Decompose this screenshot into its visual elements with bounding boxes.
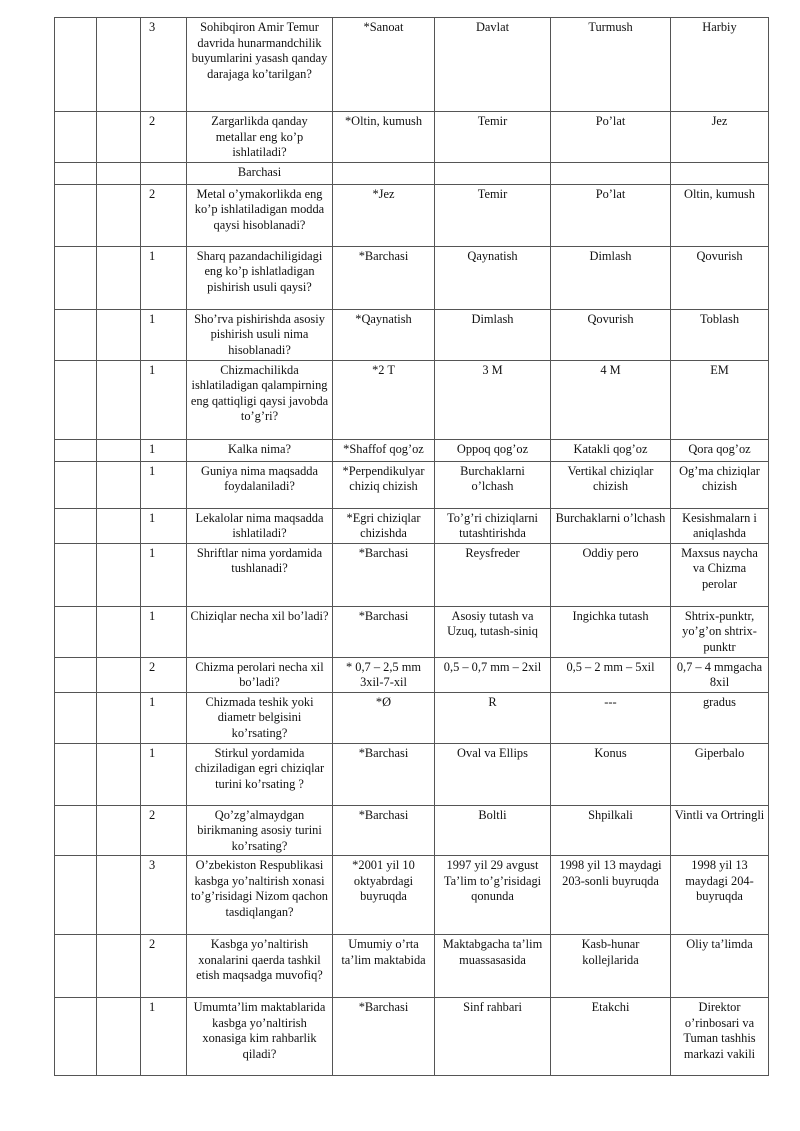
- table-row: [55, 439, 769, 461]
- blank-cell: [97, 606, 141, 657]
- question-cell: Chizmachilikda ishlatiladigan qalampirning eng qattiqligi qaysi javobda to’g’ri?: [187, 360, 333, 439]
- option-1-cell: To’g’ri chiziqlarni tutashtirishda: [435, 508, 551, 543]
- blank-cell: [97, 935, 141, 998]
- question-cell: Sohibqiron Amir Temur davrida hunarmandchilik buyumlarini yasash qanday darajaga ko’tarilgan?: [187, 18, 333, 112]
- table-row: [55, 360, 769, 439]
- option-3-cell: Shtrix-punktr, yo’g’on shtrix-punktr: [671, 606, 769, 657]
- table-row: [55, 18, 769, 112]
- difficulty-cell: 1: [141, 508, 187, 543]
- blank-cell: [55, 439, 97, 461]
- table-row: [55, 246, 769, 309]
- option-1-cell: Temir: [435, 112, 551, 163]
- option-2-cell: Qovurish: [551, 309, 671, 360]
- option-3-cell: Oltin, kumush: [671, 184, 769, 246]
- option-2-cell: Po’lat: [551, 112, 671, 163]
- option-3-cell: Vintli va Ortringli: [671, 805, 769, 856]
- questions-table: [54, 17, 769, 1076]
- difficulty-cell: 2: [141, 935, 187, 998]
- blank-cell: [55, 184, 97, 246]
- option-2-cell: Po’lat: [551, 184, 671, 246]
- option-2-cell: [551, 162, 671, 184]
- option-2-cell: Turmush: [551, 18, 671, 112]
- correct-answer-cell: *Ø: [333, 692, 435, 743]
- question-cell: Chizmada teshik yoki diametr belgisini ko’rsating?: [187, 692, 333, 743]
- correct-answer-cell: *Barchasi: [333, 805, 435, 856]
- correct-answer-cell: *Barchasi: [333, 246, 435, 309]
- blank-cell: [97, 360, 141, 439]
- option-1-cell: Oppoq qog’oz: [435, 439, 551, 461]
- option-1-cell: Burchaklarni o’lchash: [435, 461, 551, 508]
- blank-cell: [97, 246, 141, 309]
- option-3-cell: Qora qog’oz: [671, 439, 769, 461]
- blank-cell: [97, 508, 141, 543]
- option-2-cell: Ingichka tutash: [551, 606, 671, 657]
- blank-cell: [55, 805, 97, 856]
- option-2-cell: Shpilkali: [551, 805, 671, 856]
- option-3-cell: Jez: [671, 112, 769, 163]
- table-row: [55, 743, 769, 805]
- option-1-cell: R: [435, 692, 551, 743]
- difficulty-cell: 1: [141, 692, 187, 743]
- option-1-cell: 0,5 – 0,7 mm – 2xil: [435, 657, 551, 692]
- difficulty-cell: 1: [141, 606, 187, 657]
- option-2-cell: 0,5 – 2 mm – 5xil: [551, 657, 671, 692]
- correct-answer-cell: [333, 162, 435, 184]
- question-cell: Metal o’ymakorlikda eng ko’p ishlatiladigan modda qaysi hisoblanadi?: [187, 184, 333, 246]
- table-row: [55, 998, 769, 1076]
- difficulty-cell: 1: [141, 360, 187, 439]
- option-1-cell: [435, 162, 551, 184]
- question-cell: Umumta’lim maktablarida kasbga yo’naltirish xonasiga kim rahbarlik qiladi?: [187, 998, 333, 1076]
- option-3-cell: 0,7 – 4 mmgacha 8xil: [671, 657, 769, 692]
- option-1-cell: 1997 yil 29 avgust Ta’lim to’g’risidagi qonunda: [435, 856, 551, 935]
- option-1-cell: Asosiy tutash va Uzuq, tutash-siniq: [435, 606, 551, 657]
- option-2-cell: Katakli qog’oz: [551, 439, 671, 461]
- question-cell: Sharq pazandachiligidagi eng ko’p ishlatladigan pishirish usuli qaysi?: [187, 246, 333, 309]
- blank-cell: [55, 246, 97, 309]
- table-row: [55, 543, 769, 606]
- difficulty-cell: 3: [141, 856, 187, 935]
- option-1-cell: Reysfreder: [435, 543, 551, 606]
- difficulty-cell: 1: [141, 461, 187, 508]
- correct-answer-cell: *Barchasi: [333, 606, 435, 657]
- blank-cell: [55, 692, 97, 743]
- option-3-cell: Toblash: [671, 309, 769, 360]
- blank-cell: [97, 184, 141, 246]
- table-row: [55, 184, 769, 246]
- difficulty-cell: 2: [141, 184, 187, 246]
- option-3-cell: Maxsus naycha va Chizma perolar: [671, 543, 769, 606]
- option-3-cell: Harbiy: [671, 18, 769, 112]
- option-1-cell: 3 M: [435, 360, 551, 439]
- table-row: [55, 856, 769, 935]
- table-row: [55, 508, 769, 543]
- difficulty-cell: 1: [141, 998, 187, 1076]
- option-3-cell: [671, 162, 769, 184]
- blank-cell: [97, 18, 141, 112]
- correct-answer-cell: *2 T: [333, 360, 435, 439]
- correct-answer-cell: *Sanoat: [333, 18, 435, 112]
- blank-cell: [97, 162, 141, 184]
- blank-cell: [55, 657, 97, 692]
- option-1-cell: Davlat: [435, 18, 551, 112]
- option-3-cell: Direktor o’rinbosari va Tuman tashhis markazi vakili: [671, 998, 769, 1076]
- blank-cell: [55, 18, 97, 112]
- blank-cell: [55, 743, 97, 805]
- correct-answer-cell: * 0,7 – 2,5 mm 3xil-7-xil: [333, 657, 435, 692]
- option-2-cell: Konus: [551, 743, 671, 805]
- difficulty-cell: 2: [141, 112, 187, 163]
- blank-cell: [97, 543, 141, 606]
- option-2-cell: ---: [551, 692, 671, 743]
- question-cell: Stirkul yordamida chiziladigan egri chiziqlar turini ko’rsating ?: [187, 743, 333, 805]
- option-2-cell: Etakchi: [551, 998, 671, 1076]
- table-row: [55, 461, 769, 508]
- blank-cell: [97, 856, 141, 935]
- correct-answer-cell: Umumiy o’rta ta’lim maktabida: [333, 935, 435, 998]
- correct-answer-cell: *Oltin, kumush: [333, 112, 435, 163]
- question-cell: Qo’zg’almaydgan birikmaning asosiy turini ko’rsating?: [187, 805, 333, 856]
- correct-answer-cell: *Qaynatish: [333, 309, 435, 360]
- blank-cell: [55, 606, 97, 657]
- blank-cell: [55, 508, 97, 543]
- questions-table-body: [55, 18, 769, 1076]
- question-cell: Shriftlar nima yordamida tushlanadi?: [187, 543, 333, 606]
- question-cell: Guniya nima maqsadda foydalaniladi?: [187, 461, 333, 508]
- difficulty-cell: 3: [141, 18, 187, 112]
- correct-answer-cell: *Barchasi: [333, 998, 435, 1076]
- blank-cell: [55, 461, 97, 508]
- table-row: [55, 112, 769, 163]
- blank-cell: [55, 935, 97, 998]
- correct-answer-cell: *Perpendikulyar chiziq chizish: [333, 461, 435, 508]
- blank-cell: [97, 805, 141, 856]
- option-2-cell: Vertikal chiziqlar chizish: [551, 461, 671, 508]
- option-2-cell: Burchaklarni o’lchash: [551, 508, 671, 543]
- question-cell: Kasbga yo’naltirish xonalarini qaerda tashkil etish maqsadga muvofiq?: [187, 935, 333, 998]
- table-row: [55, 606, 769, 657]
- blank-cell: [97, 439, 141, 461]
- blank-cell: [55, 998, 97, 1076]
- difficulty-cell: 1: [141, 439, 187, 461]
- blank-cell: [97, 743, 141, 805]
- question-cell: Kalka nima?: [187, 439, 333, 461]
- difficulty-cell: 1: [141, 743, 187, 805]
- option-1-cell: Sinf rahbari: [435, 998, 551, 1076]
- blank-cell: [97, 112, 141, 163]
- option-1-cell: Oval va Ellips: [435, 743, 551, 805]
- option-3-cell: Kesishmalarn i aniqlashda: [671, 508, 769, 543]
- blank-cell: [55, 360, 97, 439]
- question-cell: Barchasi: [187, 162, 333, 184]
- question-cell: Chizma perolari necha xil bo’ladi?: [187, 657, 333, 692]
- table-row: [55, 805, 769, 856]
- option-3-cell: EM: [671, 360, 769, 439]
- option-2-cell: 4 M: [551, 360, 671, 439]
- table-row: [55, 692, 769, 743]
- option-3-cell: 1998 yil 13 maydagi 204-buyruqda: [671, 856, 769, 935]
- question-cell: O’zbekiston Respublikasi kasbga yo’naltirish xonasi to’g’risidagi Nizom qachon tasdiqlangan?: [187, 856, 333, 935]
- blank-cell: [55, 856, 97, 935]
- blank-cell: [55, 309, 97, 360]
- correct-answer-cell: *Jez: [333, 184, 435, 246]
- correct-answer-cell: *Shaffof qog’oz: [333, 439, 435, 461]
- correct-answer-cell: *Barchasi: [333, 743, 435, 805]
- table-row: [55, 309, 769, 360]
- correct-answer-cell: *2001 yil 10 oktyabrdagi buyruqda: [333, 856, 435, 935]
- table-row: [55, 935, 769, 998]
- option-2-cell: Oddiy pero: [551, 543, 671, 606]
- blank-cell: [55, 543, 97, 606]
- option-3-cell: Oliy ta’limda: [671, 935, 769, 998]
- blank-cell: [97, 461, 141, 508]
- blank-cell: [97, 657, 141, 692]
- difficulty-cell: 2: [141, 657, 187, 692]
- difficulty-cell: 1: [141, 309, 187, 360]
- blank-cell: [55, 162, 97, 184]
- option-2-cell: Dimlash: [551, 246, 671, 309]
- option-3-cell: gradus: [671, 692, 769, 743]
- option-1-cell: Dimlash: [435, 309, 551, 360]
- option-3-cell: Og’ma chiziqlar chizish: [671, 461, 769, 508]
- blank-cell: [55, 112, 97, 163]
- option-1-cell: Temir: [435, 184, 551, 246]
- question-cell: Zargarlikda qanday metallar eng ko’p ishlatiladi?: [187, 112, 333, 163]
- correct-answer-cell: *Barchasi: [333, 543, 435, 606]
- correct-answer-cell: *Egri chiziqlar chizishda: [333, 508, 435, 543]
- option-2-cell: Kasb-hunar kollejlarida: [551, 935, 671, 998]
- blank-cell: [97, 998, 141, 1076]
- blank-cell: [97, 692, 141, 743]
- question-cell: Lekalolar nima maqsadda ishlatiladi?: [187, 508, 333, 543]
- difficulty-cell: 1: [141, 543, 187, 606]
- option-1-cell: Maktabgacha ta’lim muassasasida: [435, 935, 551, 998]
- difficulty-cell: 2: [141, 805, 187, 856]
- option-1-cell: Boltli: [435, 805, 551, 856]
- option-2-cell: 1998 yil 13 maydagi 203-sonli buyruqda: [551, 856, 671, 935]
- question-cell: Sho’rva pishirishda asosiy pishirish usuli nima hisoblanadi?: [187, 309, 333, 360]
- difficulty-cell: [141, 162, 187, 184]
- option-3-cell: Qovurish: [671, 246, 769, 309]
- question-cell: Chiziqlar necha xil bo’ladi?: [187, 606, 333, 657]
- option-3-cell: Giperbalo: [671, 743, 769, 805]
- table-row: [55, 162, 769, 184]
- table-row: [55, 657, 769, 692]
- option-1-cell: Qaynatish: [435, 246, 551, 309]
- blank-cell: [97, 309, 141, 360]
- difficulty-cell: 1: [141, 246, 187, 309]
